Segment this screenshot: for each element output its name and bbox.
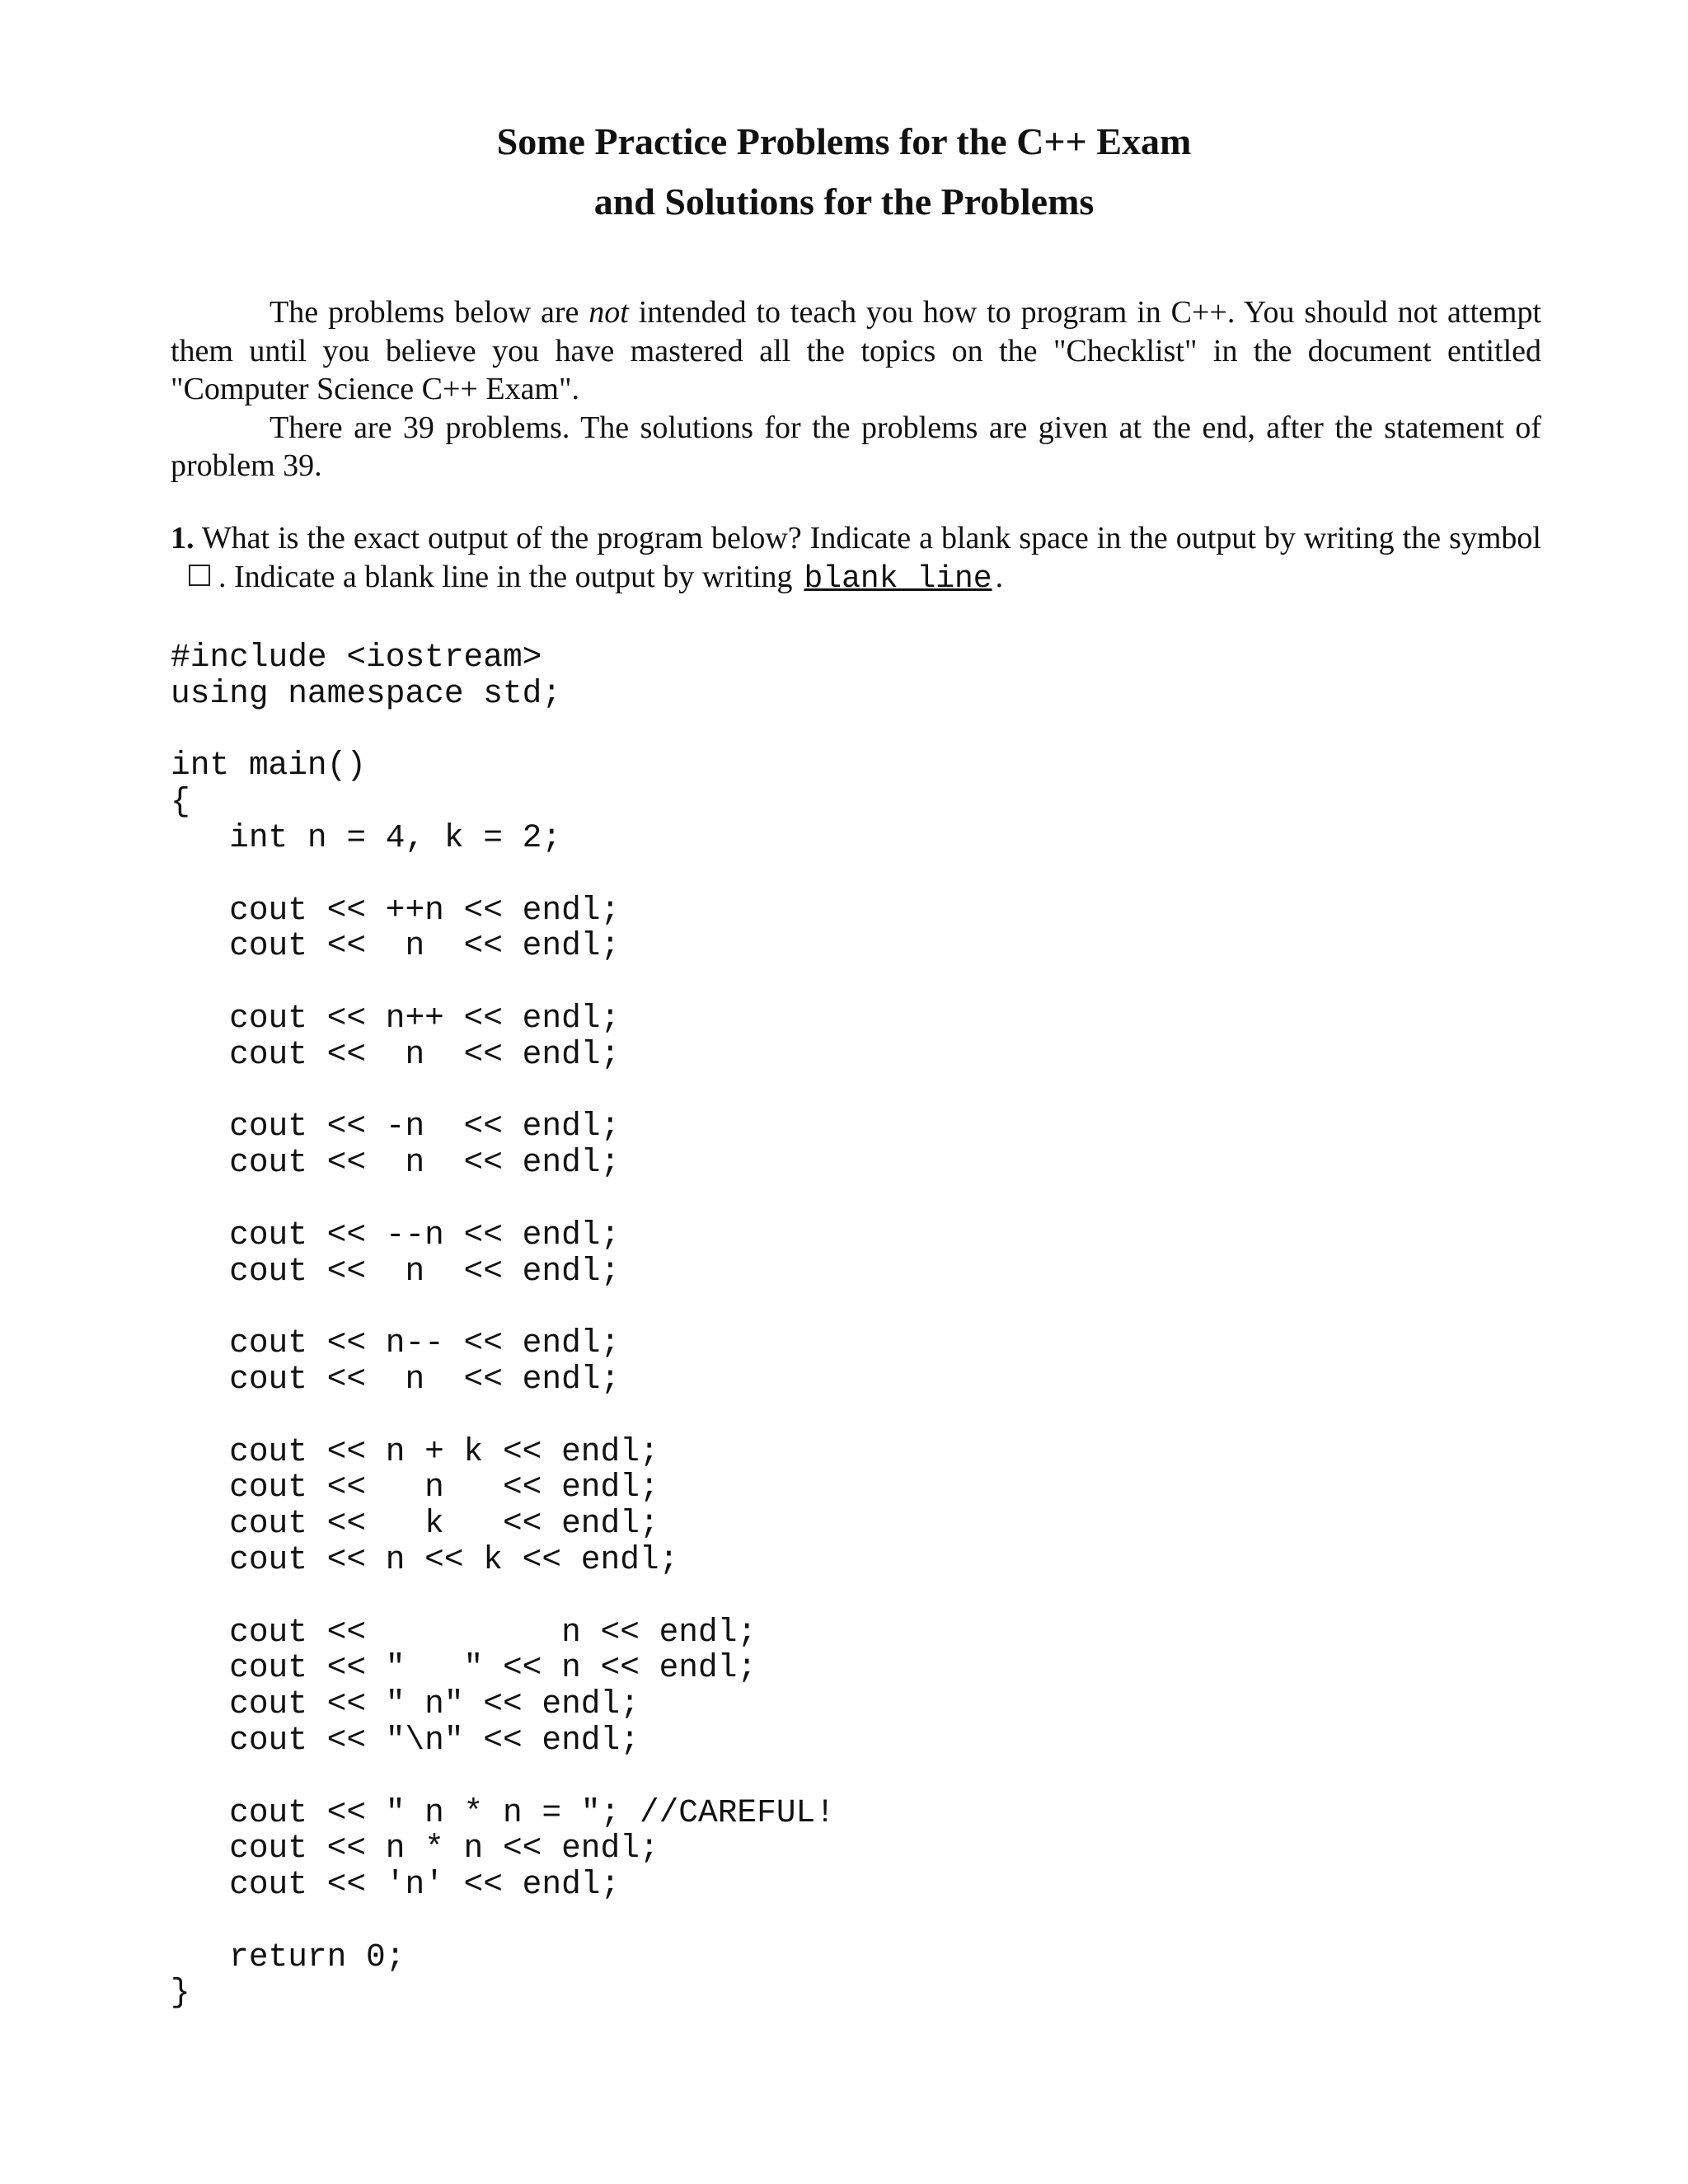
intro-paragraph-2: There are 39 problems. The solutions for the problems are given at the end, after the statement of problem 39. xyxy=(171,410,1541,483)
question-1-end: . xyxy=(995,559,1004,594)
intro-paragraph-1 xyxy=(171,293,1541,409)
intro-p1-emphasis: not xyxy=(588,295,629,330)
intro-p1-start: The problems below are xyxy=(270,295,589,330)
document-title-line-1: Some Practice Problems for the C++ Exam xyxy=(496,120,1192,162)
question-1 xyxy=(171,519,1541,598)
intro-section xyxy=(171,293,1541,485)
code-listing: #include <iostream> using namespace std; int main() { int n = 4, k = 2; cout << ++n << endl; cout << n << endl; cout << n++ << endl; cout << n << endl; cout << -n << endl; cout << n << endl; cout << --n << endl; cout << n << endl; cout << n-- << endl; cout << n << endl; cout << n + k << endl; cout << n << endl; cout << k << endl; cout << n << k << endl; cout << n << endl; cout << " " << n << endl; cout << " n" << endl; cout << "\n" << endl; cout << " n * n = "; //CAREFUL! cout << n * n << endl; cout << 'n' << endl; return 0; } xyxy=(171,639,835,2012)
question-1-part-2: . Indicate a blank line in the output by writing xyxy=(218,559,793,594)
intro-p1-rest: intended to teach you how to program in C++. You should not attempt them until you believe you have mastered all the topics on the "Checklist" in the document entitled "Computer Science C++ Exam". xyxy=(171,295,1541,406)
document-title-line-2: and Solutions for the Problems xyxy=(593,180,1095,223)
question-1-part-1: What is the exact output of the program below? Indicate a blank space in the output by writing the symbol xyxy=(194,521,1541,555)
question-1-text xyxy=(171,519,1541,598)
empty-square-icon xyxy=(189,565,210,586)
blank-line-label: blank line xyxy=(804,560,992,597)
question-number: 1. xyxy=(171,521,195,555)
